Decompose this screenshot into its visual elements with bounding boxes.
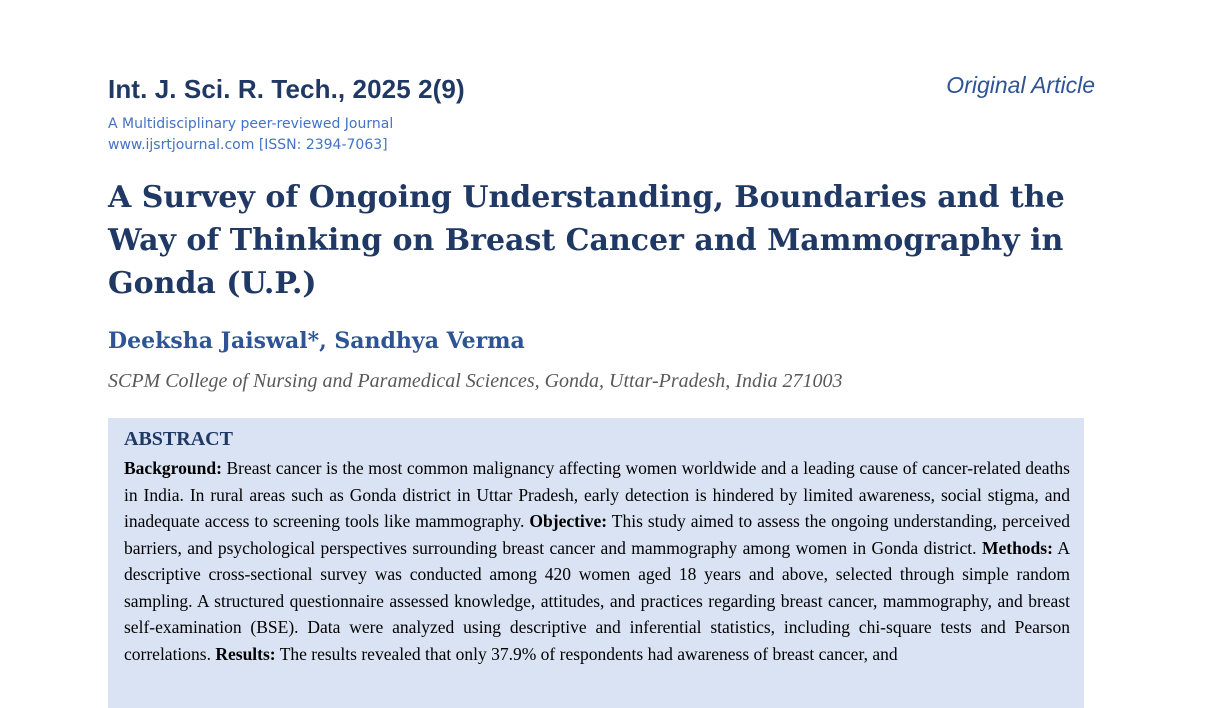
affiliation: SCPM College of Nursing and Paramedical Sciences, Gonda, Uttar-Pradesh, India 271003 <box>108 370 843 392</box>
objective-label: Objective: <box>529 511 608 531</box>
background-label: Background: <box>124 458 222 478</box>
authors: Deeksha Jaiswal*, Sandhya Verma <box>108 328 525 354</box>
abstract-text <box>124 455 1070 667</box>
journal-title: Int. J. Sci. R. Tech., 2025 2(9) <box>108 74 465 104</box>
journal-description: A Multidisciplinary peer-reviewed Journal <box>108 116 394 132</box>
journal-info <box>108 114 393 156</box>
article-type: Original Article <box>946 72 1095 98</box>
abstract-box <box>108 418 1084 708</box>
methods-text: A descriptive cross-sectional survey was conducted among 420 women aged 18 years and above, selected through simple random sampling. A structured questionnaire assessed knowledge, attitudes, and practices regarding breast cancer, mammography, and breast self-examination (BSE). Data were analyzed using descriptive and inferential statistics, including chi-square tests and Pearson correlations. <box>124 537 1070 664</box>
journal-site-issn: www.ijsrtjournal.com [ISSN: 2394-7063] <box>108 137 388 153</box>
paper-title: A Survey of Ongoing Understanding, Boundaries and the Way of Thinking on Breast Cancer and Mammography in Gonda (U.P.) <box>108 180 1065 301</box>
results-label: Results: <box>215 643 276 664</box>
results-text: The results revealed that only 37.9% of respondents had awareness of breast cancer, and <box>275 643 898 664</box>
methods-label: Methods: <box>981 537 1053 558</box>
background-text: Breast cancer is the most common malignancy affecting women worldwide and a leading cause of cancer-related deaths in India. In rural areas such as Gonda district in Uttar Pradesh, early detection is hindered by limited awareness, social stigma, and inadequate access to screening tools like mammography. <box>124 458 1070 531</box>
objective-text: This study aimed to assess the ongoing understanding, perceived barriers, and psychological perspectives surrounding breast cancer and mammography among women in Gonda district. <box>124 511 1070 558</box>
abstract-heading: ABSTRACT <box>124 428 233 450</box>
